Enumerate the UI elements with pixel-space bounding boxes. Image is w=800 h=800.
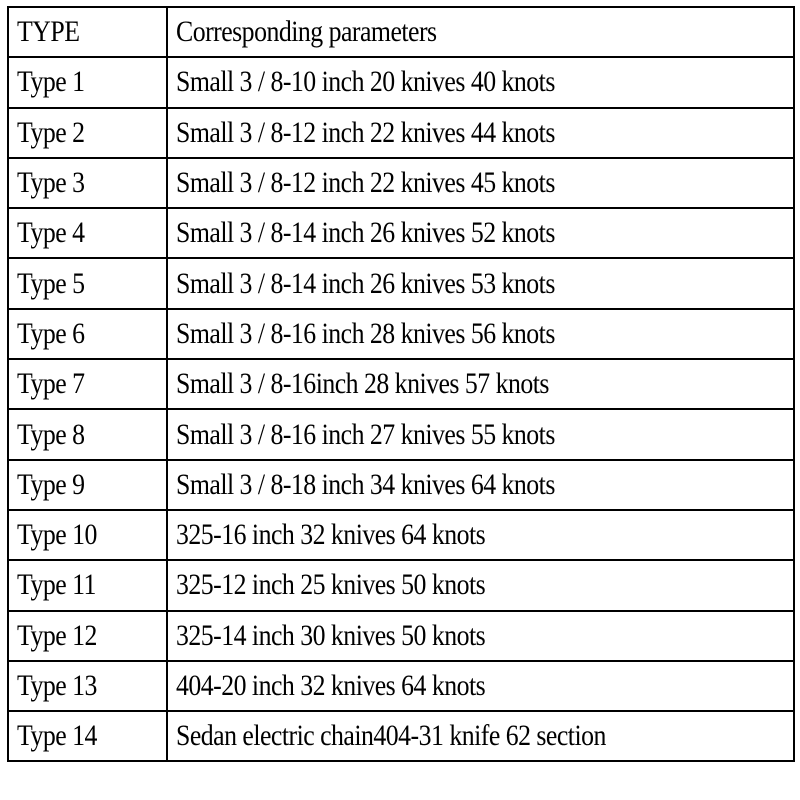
type-cell xyxy=(8,560,167,610)
parameters-cell xyxy=(167,258,794,308)
type-label: Type 6 xyxy=(17,316,85,350)
parameters-table xyxy=(7,6,795,762)
parameters-label: Small 3 / 8-16 inch 28 knives 56 knots xyxy=(176,316,555,350)
parameters-cell xyxy=(167,611,794,661)
table-row xyxy=(8,409,794,459)
table-row xyxy=(8,158,794,208)
parameters-label: Small 3 / 8-18 inch 34 knives 64 knots xyxy=(176,467,555,501)
type-cell xyxy=(8,57,167,107)
table-row xyxy=(8,510,794,560)
parameters-label: 325-14 inch 30 knives 50 knots xyxy=(176,618,486,652)
parameters-label: Small 3 / 8-14 inch 26 knives 52 knots xyxy=(176,216,555,250)
parameters-cell xyxy=(167,711,794,761)
parameters-label: 404-20 inch 32 knives 64 knots xyxy=(176,669,486,702)
type-label: Type 1 xyxy=(17,65,85,99)
table-row xyxy=(8,611,794,661)
parameters-cell xyxy=(167,359,794,409)
parameters-cell xyxy=(167,510,794,560)
type-label: Type 2 xyxy=(17,115,85,149)
type-label: Type 8 xyxy=(17,417,85,451)
type-cell xyxy=(8,359,167,409)
parameters-cell xyxy=(167,409,794,459)
parameters-cell xyxy=(167,57,794,107)
table-row xyxy=(8,108,794,158)
parameters-label: Small 3 / 8-10 inch 20 knives 40 knots xyxy=(176,65,555,99)
header-type xyxy=(8,7,167,57)
parameters-label: Small 3 / 8-12 inch 22 knives 45 knots xyxy=(176,166,555,200)
parameters-label: Small 3 / 8-12 inch 22 knives 44 knots xyxy=(176,115,555,149)
type-cell xyxy=(8,711,167,761)
type-label: Type 11 xyxy=(17,568,96,602)
table-header-row xyxy=(8,7,794,57)
type-cell xyxy=(8,661,167,711)
header-parameters-label: Corresponding parameters xyxy=(176,15,437,49)
table-row xyxy=(8,57,794,107)
table-row xyxy=(8,258,794,308)
parameters-label: 325-12 inch 25 knives 50 knots xyxy=(176,568,486,602)
parameters-cell xyxy=(167,460,794,510)
parameters-cell xyxy=(167,661,794,711)
parameters-cell xyxy=(167,108,794,158)
table-row xyxy=(8,661,794,711)
table-row xyxy=(8,309,794,359)
type-label: Type 9 xyxy=(17,467,85,501)
type-label: Type 5 xyxy=(17,266,85,300)
type-label: Type 10 xyxy=(17,518,97,552)
table-row xyxy=(8,560,794,610)
parameters-cell xyxy=(167,309,794,359)
type-label: Type 13 xyxy=(17,669,97,702)
table-row xyxy=(8,208,794,258)
type-cell xyxy=(8,510,167,560)
parameters-label: Small 3 / 8-16 inch 27 knives 55 knots xyxy=(176,417,555,451)
header-type-label: TYPE xyxy=(17,15,80,49)
table-row xyxy=(8,711,794,761)
parameters-label: Small 3 / 8-14 inch 26 knives 53 knots xyxy=(176,266,555,300)
type-cell xyxy=(8,108,167,158)
parameters-cell xyxy=(167,560,794,610)
header-parameters xyxy=(167,7,794,57)
type-cell xyxy=(8,309,167,359)
table-row xyxy=(8,359,794,409)
type-cell xyxy=(8,460,167,510)
parameters-label: 325-16 inch 32 knives 64 knots xyxy=(176,518,486,552)
table-row xyxy=(8,460,794,510)
type-label: Type 14 xyxy=(17,719,97,753)
parameters-cell xyxy=(167,208,794,258)
parameters-label: Small 3 / 8-16inch 28 knives 57 knots xyxy=(176,367,549,401)
type-label: Type 4 xyxy=(17,216,85,250)
type-label: Type 3 xyxy=(17,166,85,200)
type-label: Type 7 xyxy=(17,367,85,401)
type-cell xyxy=(8,158,167,208)
type-cell xyxy=(8,258,167,308)
type-label: Type 12 xyxy=(17,618,97,652)
parameters-cell xyxy=(167,158,794,208)
type-cell xyxy=(8,409,167,459)
parameters-label: Sedan electric chain404-31 knife 62 section xyxy=(176,719,606,753)
type-cell xyxy=(8,208,167,258)
type-cell xyxy=(8,611,167,661)
